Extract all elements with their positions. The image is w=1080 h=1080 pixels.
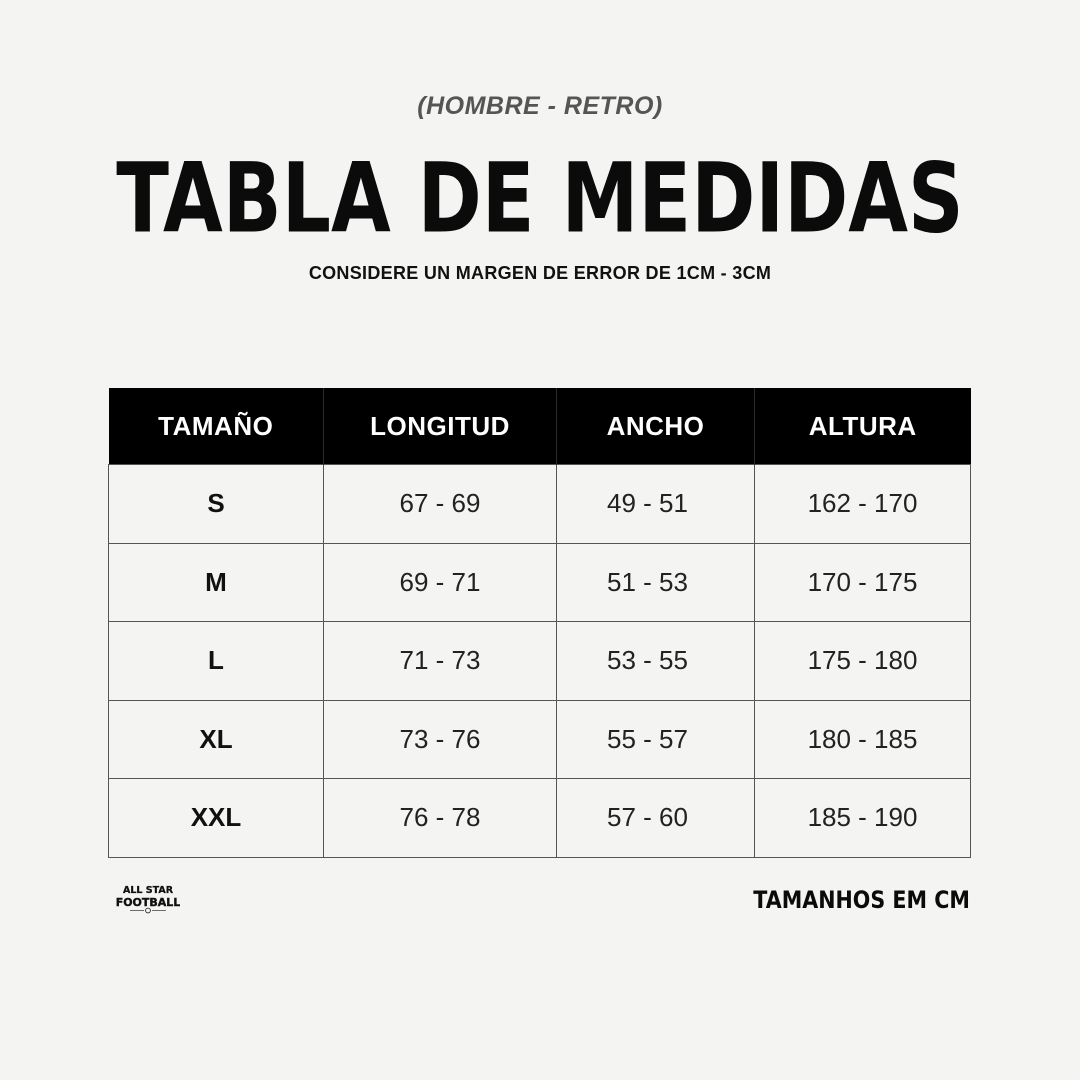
size-table bbox=[108, 388, 971, 858]
units-note: TAMANHOS EM CM bbox=[753, 886, 970, 914]
table-row bbox=[109, 622, 971, 701]
ancho-cell: 57 - 60 bbox=[557, 779, 755, 858]
altura-cell: 185 - 190 bbox=[755, 779, 971, 858]
table-row bbox=[109, 465, 971, 544]
size-cell: S bbox=[109, 465, 324, 544]
ancho-cell: 55 - 57 bbox=[557, 700, 755, 779]
size-cell: XXL bbox=[109, 779, 324, 858]
altura-cell: 170 - 175 bbox=[755, 543, 971, 622]
longitud-cell: 67 - 69 bbox=[324, 465, 557, 544]
table-row bbox=[109, 700, 971, 779]
longitud-cell: 76 - 78 bbox=[324, 779, 557, 858]
page-subtitle: (HOMBRE - RETRO) bbox=[417, 92, 663, 120]
size-cell: M bbox=[109, 543, 324, 622]
longitud-cell: 71 - 73 bbox=[324, 622, 557, 701]
column-header-tamano: TAMAÑO bbox=[109, 388, 324, 465]
size-cell: L bbox=[109, 622, 324, 701]
table-row bbox=[109, 779, 971, 858]
column-header-longitud: LONGITUD bbox=[324, 388, 557, 465]
table-row bbox=[109, 543, 971, 622]
longitud-cell: 73 - 76 bbox=[324, 700, 557, 779]
table-header-row bbox=[109, 388, 971, 465]
logo-text-top: ALL STAR bbox=[122, 885, 174, 896]
altura-cell: 180 - 185 bbox=[755, 700, 971, 779]
column-header-altura: ALTURA bbox=[755, 388, 971, 465]
ancho-cell: 51 - 53 bbox=[557, 543, 755, 622]
logo-text-bottom: FOOTBALL bbox=[116, 896, 180, 909]
size-cell: XL bbox=[109, 700, 324, 779]
ancho-cell: 49 - 51 bbox=[557, 465, 755, 544]
column-header-ancho: ANCHO bbox=[557, 388, 755, 465]
altura-cell: 162 - 170 bbox=[755, 465, 971, 544]
ancho-cell: 53 - 55 bbox=[557, 622, 755, 701]
all-star-football-logo bbox=[116, 882, 180, 914]
altura-cell: 175 - 180 bbox=[755, 622, 971, 701]
longitud-cell: 69 - 71 bbox=[324, 543, 557, 622]
error-margin-note: CONSIDERE UN MARGEN DE ERROR DE 1CM - 3CM bbox=[308, 263, 772, 283]
page-title: TABLA DE MEDIDAS bbox=[116, 142, 964, 255]
